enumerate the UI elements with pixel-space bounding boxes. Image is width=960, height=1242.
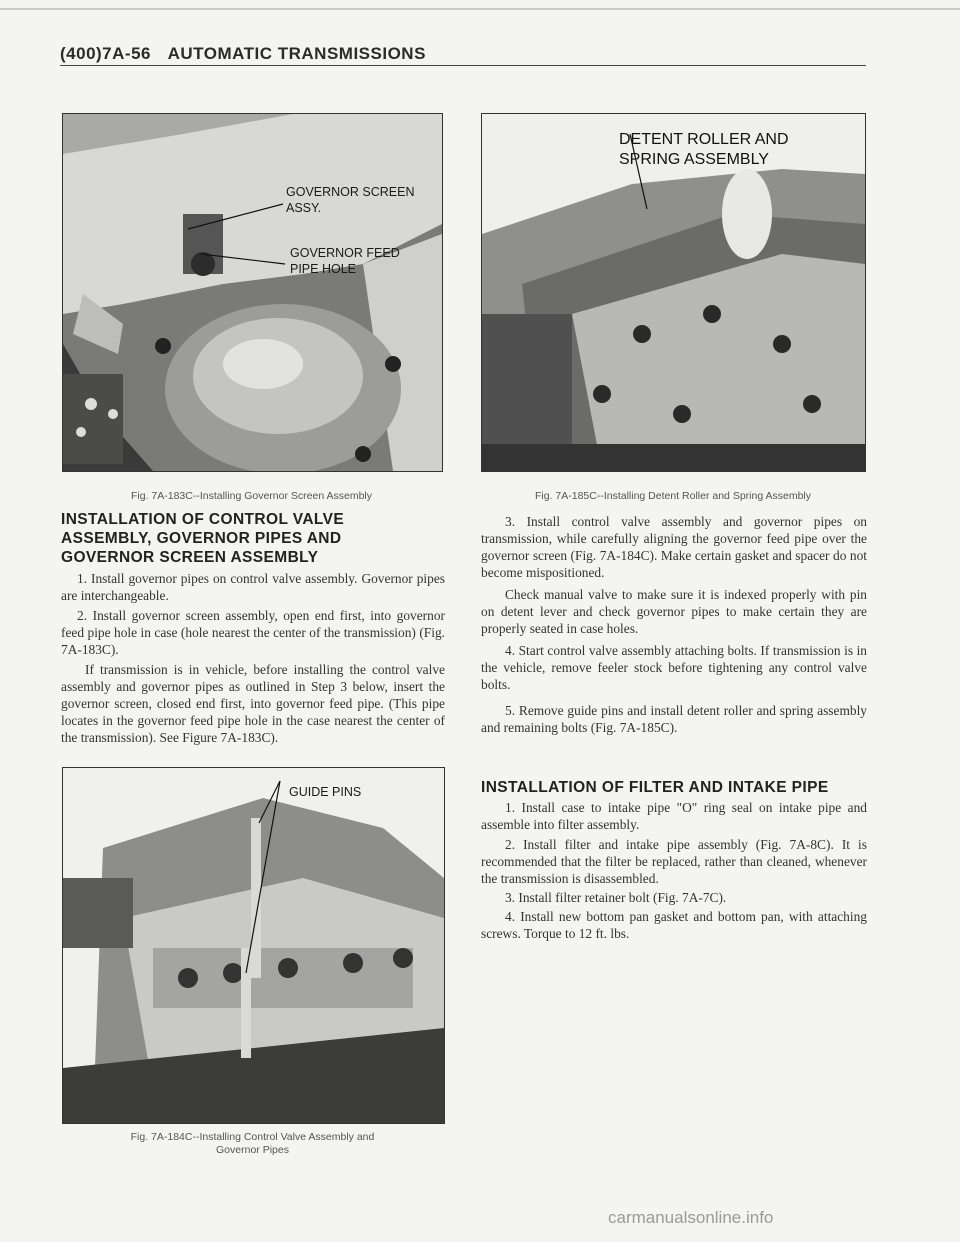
page-number: (400)7A-56 [60, 44, 151, 63]
paragraph-step-5: 5. Remove guide pins and install detent roller and spring assembly and remaining bolts (Fig. 7A-185C). [481, 703, 867, 735]
caption-fig-7a-184c-line-1: Fig. 7A-184C--Installing Control Valve Assembly and [130, 1131, 375, 1143]
heading-filter-intake-pipe: INSTALLATION OF FILTER AND INTAKE PIPE [481, 779, 829, 796]
figure-detent-roller-photo [481, 113, 866, 472]
caption-fig-7a-185c: Fig. 7A-185C--Installing Detent Roller and Spring Assembly [534, 490, 812, 502]
caption-fig-7a-184c-line-2: Governor Pipes [216, 1144, 289, 1156]
paragraph-step-4: 4. Start control valve assembly attaching bolts. If transmission is in the vehicle, remove feeler stock before tightening any control valve bolts. [481, 643, 867, 692]
paragraph-filter-step-3: 3. Install filter retainer bolt (Fig. 7A-7C). [505, 890, 727, 905]
header-rule [60, 65, 866, 66]
paragraph-step-1: 1. Install governor pipes on control valve assembly. Governor pipes are interchangeable. [61, 571, 445, 603]
paragraph-step-2: 2. Install governor screen assembly, open end first, into governor feed pipe hole in case (hole nearest the center of the transmission) (Fig. 7A-183C). [61, 608, 445, 657]
page-header [60, 44, 864, 64]
caption-fig-7a-184c [62, 1131, 443, 1157]
figure-governor-screen-photo [62, 113, 443, 472]
figure-guide-pins-photo [62, 767, 445, 1124]
callout-guide-pins: GUIDE PINS [289, 785, 362, 799]
section-title: AUTOMATIC TRANSMISSIONS [167, 44, 426, 63]
paragraph-filter-step-1: 1. Install case to intake pipe "O" ring seal on intake pipe and assemble into filter assembly. [481, 800, 867, 832]
paragraph-step-3: 3. Install control valve assembly and governor pipes on transmission, while carefully aligning the governor feed pipe over the governor screen (Fig. 7A-184C). Make certain gasket and spacer do not become mispositioned. [481, 514, 867, 580]
guide-pins-photo [63, 768, 444, 1123]
paragraph-filter-step-4: 4. Install new bottom pan gasket and bottom pan, with attaching screws. Torque to 12 ft. lbs. [481, 909, 867, 941]
paragraph-check-manual-valve: Check manual valve to make sure it is indexed properly with pin on detent lever and check governor pipes to make certain they are properly seated in case holes. [481, 587, 867, 636]
callout-detent-roller-spring-assembly: DETENT ROLLER AND SPRING ASSEMBLY [619, 131, 789, 168]
callout-governor-screen-assy: GOVERNOR SCREEN ASSY. [286, 185, 415, 215]
callout-governor-feed-pipe-hole: GOVERNOR FEED PIPE HOLE [290, 246, 400, 276]
paragraph-in-vehicle-note: If transmission is in vehicle, before installing the control valve assembly and governor pipes as outlined in Step 3 below, insert the governor screen, closed end first, into governor feed pipe. (This pipe locates in the governor feed pipe hole in the case nearest the center of the transmission). See Figure 7A-183C). [61, 662, 445, 745]
watermark-text: carmanualsonline.info [608, 1208, 774, 1227]
heading-control-valve-installation: INSTALLATION OF CONTROL VALVE ASSEMBLY, GOVERNOR PIPES AND GOVERNOR SCREEN ASSEMBLY [61, 511, 345, 566]
top-border-line [0, 8, 960, 10]
paragraph-filter-step-2: 2. Install filter and intake pipe assembly (Fig. 7A-8C). It is recommended that the filter be replaced, rather than cleaned, whenever the transmission is disassembled. [481, 837, 867, 886]
caption-fig-7a-183c: Fig. 7A-183C--Installing Governor Screen Assembly [130, 490, 373, 502]
governor-screen-photo [63, 114, 442, 471]
